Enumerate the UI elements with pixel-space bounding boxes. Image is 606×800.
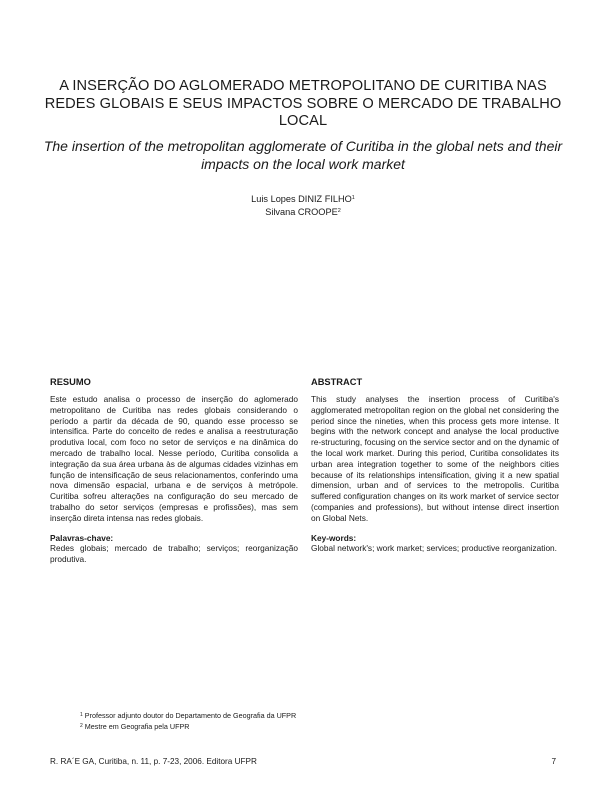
author-name: Luis Lopes DINIZ FILHO — [251, 194, 352, 204]
abstract-heading: ABSTRACT — [311, 377, 363, 387]
author-block — [40, 193, 566, 218]
footnote-mark: 1 — [80, 712, 83, 718]
abstract-text: This study analyses the insertion process of Curitiba's agglomerated metropolitan region on the global net considering the period since the nineties, when this process gets more intense. It begins with the network concept and analyse the local productive re-structuring, focusing on the service sector and on the dynamic of the local work market. During this period, Curitiba consolidates its urban area integration together to some of the neighbors cities because of its relationships intensification, giving it a new spatial dimension, urban and of services to the metropolis. Curitiba suffered configuration changes on its work market of service sector (companies and professions), but without intense direct insertion on Global Nets. — [311, 394, 559, 523]
page-footer — [50, 756, 556, 767]
footnote-text: Mestre em Geografia pela UFPR — [84, 722, 190, 731]
key-words-text: Global network's; work market; services; productive reorganization. — [311, 543, 557, 554]
author-1 — [40, 193, 566, 206]
footnote-mark: 2 — [80, 723, 83, 729]
footnotes — [80, 710, 500, 732]
footnote-mark: 2 — [337, 207, 341, 214]
author-name: Silvana CROOPE — [265, 206, 338, 217]
key-words-heading: Key-words: — [311, 532, 357, 543]
journal-citation: R. RA´E GA, Curitiba, n. 11, p. 7-23, 2006. Editora UFPR — [50, 757, 257, 766]
resumo-text: Este estudo analisa o processo de inserção do aglomerado metropolitano de Curitiba nas redes globais considerando o período a partir da década de 90, quando esse processo se intensifica. Parte do conceito de redes e analisa a reestruturação produtiva local, com foco no setor de serviços e na dinâmica do mercado de trabalho local. Nesse período, Curitiba consolida a integração da sua área urbana às de algumas cidades vizinhas em função de intensificação de seus relacionamentos, conferindo uma nova dimensão espacial, urbana e de serviços à metrópole. Curitiba sofreu alterações na configuração do seu mercado de trabalho do setor serviços (empresas e profissões), mas sem inserção direta intensa nas redes globais. — [50, 394, 298, 523]
abstract-column — [311, 376, 559, 554]
resumo-column — [50, 376, 298, 565]
footnote-mark: 1 — [351, 195, 355, 201]
author-2 — [40, 206, 566, 219]
palavras-chave-text: Redes globais; mercado de trabalho; serviços; reorganização produtiva. — [50, 543, 298, 565]
article-title: A INSERÇÃO DO AGLOMERADO METROPOLITANO DE CURITIBA NAS REDES GLOBAIS E SEUS IMPACTOS SOBRE O MERCADO DE TRABALHO LOCAL — [44, 78, 562, 129]
resumo-heading: RESUMO — [50, 377, 91, 387]
footnote-1 — [80, 710, 500, 721]
footnote-text: Professor adjunto doutor do Departamento de Geografia da UFPR — [84, 711, 297, 720]
palavras-chave-heading: Palavras-chave: — [50, 532, 114, 543]
article-subtitle: The insertion of the metropolitan agglomerate of Curitiba in the global nets and their impacts on the local work market — [43, 138, 563, 172]
footnote-2 — [80, 721, 500, 732]
page-number: 7 — [551, 757, 556, 766]
